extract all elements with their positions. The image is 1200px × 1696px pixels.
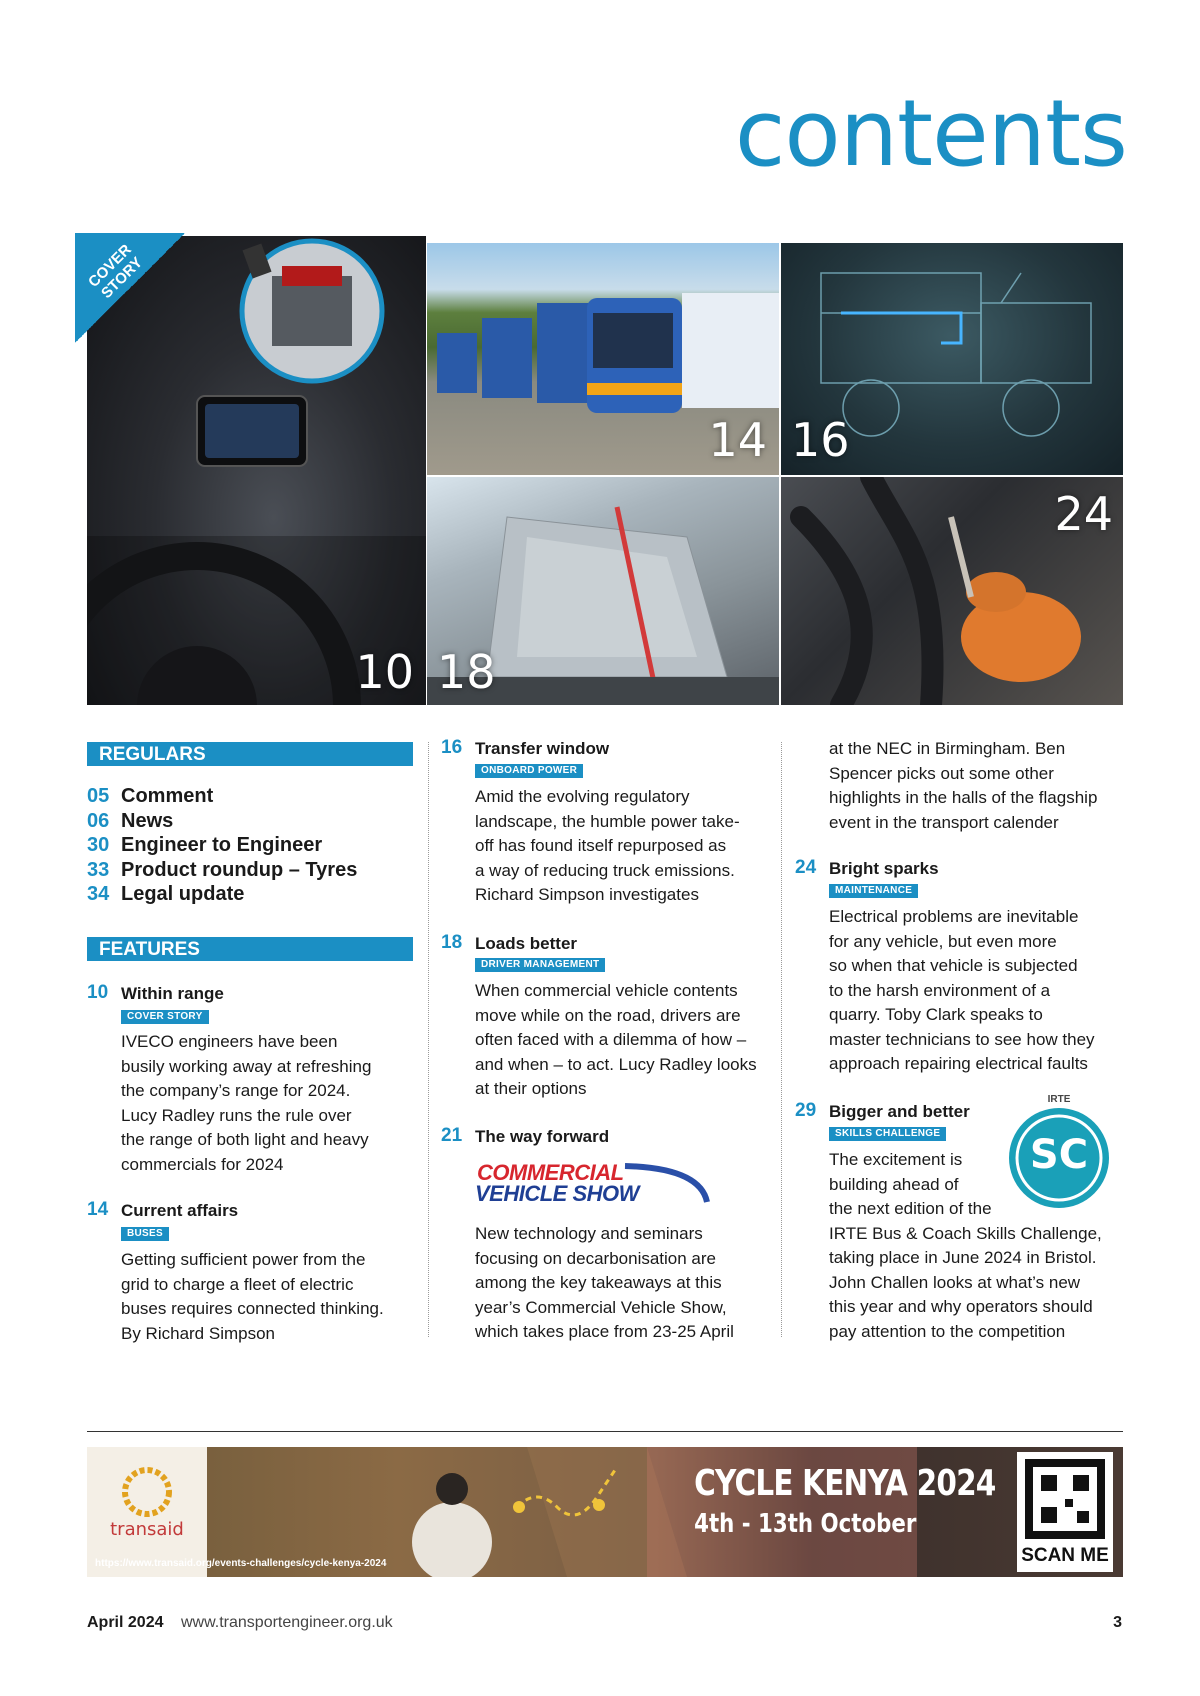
summary-line: often faced with a dilemma of how –	[475, 1030, 747, 1049]
feature-page-num: 21	[441, 1125, 463, 1146]
summary-line: pay attention to the competition	[829, 1321, 1066, 1341]
summary-line: Electrical problems are inevitable	[829, 907, 1079, 926]
summary-line: The excitement is	[829, 1150, 963, 1169]
regular-title: Engineer to Engineer	[121, 834, 323, 856]
feature-title[interactable]: Transfer window	[475, 739, 610, 758]
cv-show-logo	[475, 1160, 715, 1210]
summary-line: the company’s range for 2024.	[121, 1081, 351, 1100]
cycle-kenya-banner[interactable]	[87, 1447, 1123, 1577]
summary-line: this year and why operators should	[829, 1297, 1093, 1316]
feature-page-num: 18	[441, 932, 463, 953]
summary-line: which takes place from 23-25 April	[475, 1322, 734, 1341]
footer-date: April 2024	[87, 1614, 164, 1631]
photo-page-number: 14	[708, 413, 767, 467]
summary-line: among the key takeaways at this	[475, 1273, 722, 1292]
feature-summary	[121, 1248, 384, 1346]
feature-title[interactable]: Bright sparks	[829, 859, 939, 878]
summary-line: at their options	[475, 1079, 587, 1098]
feature-summary	[829, 905, 1095, 1077]
feature-title[interactable]: Loads better	[475, 934, 578, 953]
regular-page-num: 30	[87, 834, 110, 856]
feature-summary-continued	[829, 737, 1097, 835]
feature-title[interactable]: The way forward	[475, 1127, 610, 1146]
summary-line: IVECO engineers have been	[121, 1032, 338, 1051]
summary-line: highlights in the halls of the flagship	[829, 788, 1098, 807]
photo-page-number: 24	[1054, 487, 1113, 541]
photo-page-number: 18	[437, 645, 496, 699]
regular-page-num: 05	[87, 785, 110, 807]
feature-page-num: 14	[87, 1199, 109, 1220]
summary-line: By Richard Simpson	[121, 1323, 276, 1343]
cv-show-logo-line2: VEHICLE SHOW	[475, 1181, 639, 1206]
column-divider	[428, 742, 429, 1337]
banner-headline: CYCLE KENYA 2024	[694, 1463, 996, 1504]
summary-line: so when that vehicle is subjected	[829, 956, 1078, 975]
photo-truck-load	[427, 477, 779, 705]
regular-title: Product roundup – Tyres	[121, 858, 358, 881]
feature-summary	[829, 1148, 1102, 1344]
feature-summary	[121, 1030, 371, 1177]
feature-title[interactable]: Within range	[121, 984, 224, 1003]
summary-line: the next edition of the	[829, 1199, 992, 1218]
footer-site[interactable]: www.transportengineer.org.uk	[181, 1614, 393, 1631]
summary-line: the range of both light and heavy	[121, 1130, 369, 1149]
summary-line: landscape, the humble power take-	[475, 811, 740, 831]
regular-title: Comment	[121, 785, 214, 807]
cover-story-label: COVER STORY	[85, 241, 146, 303]
summary-line: approach repairing electrical faults	[829, 1054, 1088, 1073]
summary-line: master technicians to see how they	[829, 1029, 1095, 1049]
summary-line: building ahead of	[829, 1174, 959, 1194]
photo-page-number: 16	[791, 413, 850, 467]
sc-logo-text: SC	[1029, 1132, 1089, 1178]
feature-tag: COVER STORY	[121, 1010, 209, 1024]
feature-tag: MAINTENANCE	[829, 884, 918, 898]
feature-page-num: 29	[795, 1100, 817, 1121]
regular-item[interactable]	[87, 784, 357, 809]
feature-summary	[475, 785, 740, 908]
banner-divider	[87, 1431, 1123, 1432]
summary-line: quarry. Toby Clark speaks to	[829, 1005, 1043, 1024]
summary-line: IRTE Bus & Coach Skills Challenge,	[829, 1223, 1102, 1243]
summary-line: Lucy Radley runs the rule over	[121, 1105, 352, 1125]
summary-line: event in the transport calender	[829, 812, 1059, 832]
qr-scan-label: SCAN ME	[1021, 1545, 1109, 1566]
cover-story-tag	[75, 233, 185, 343]
photo-buses	[427, 243, 779, 475]
photo-wiring	[781, 477, 1123, 705]
summary-line: commercials for 2024	[121, 1154, 284, 1174]
feature-page-num: 24	[795, 857, 817, 878]
regular-page-num: 34	[87, 883, 110, 905]
feature-summary	[475, 1222, 734, 1345]
feature-title[interactable]: Bigger and better	[829, 1102, 970, 1121]
photo-page-number: 10	[355, 645, 414, 699]
summary-line: at the NEC in Birmingham. Ben	[829, 739, 1066, 758]
regular-title: News	[121, 809, 174, 832]
transaid-logo-text: transaid	[110, 1519, 184, 1540]
regular-item[interactable]	[87, 858, 357, 883]
feature-page-num: 10	[87, 982, 109, 1003]
irte-logo-text: IRTE	[1047, 1094, 1071, 1105]
column-divider	[781, 742, 782, 1337]
summary-line: New technology and seminars	[475, 1224, 703, 1243]
regular-item[interactable]	[87, 833, 357, 858]
summary-line: for any vehicle, but even more	[829, 931, 1057, 951]
summary-line: to the harsh environment of a	[829, 980, 1051, 1000]
footer-page-number: 3	[1113, 1614, 1122, 1631]
summary-line: John Challen looks at what’s new	[829, 1272, 1081, 1292]
summary-line: a way of reducing truck emissions.	[475, 860, 735, 880]
feature-tag: SKILLS CHALLENGE	[829, 1127, 946, 1141]
feature-page-num: 16	[441, 737, 463, 758]
regular-page-num: 33	[87, 858, 110, 881]
summary-line: Amid the evolving regulatory	[475, 787, 690, 806]
regular-title: Legal update	[121, 883, 245, 905]
summary-line: Richard Simpson investigates	[475, 885, 699, 904]
summary-line: grid to charge a fleet of electric	[121, 1274, 354, 1294]
photo-fire-truck	[781, 243, 1123, 475]
summary-line: move while on the road, drivers are	[475, 1005, 741, 1025]
feature-tag: ONBOARD POWER	[475, 764, 583, 778]
regulars-heading: REGULARS	[87, 742, 413, 766]
page-title: contents	[734, 80, 1127, 187]
feature-summary	[475, 979, 757, 1102]
regular-page-num: 06	[87, 809, 110, 832]
feature-tag: DRIVER MANAGEMENT	[475, 958, 605, 972]
cv-show-logo-line1: COMMERCIAL	[477, 1160, 624, 1185]
summary-line: taking place in June 2024 in Bristol.	[829, 1248, 1097, 1267]
summary-line: busily working away at refreshing	[121, 1056, 372, 1076]
regular-item[interactable]	[87, 809, 357, 834]
banner-url[interactable]: https://www.transaid.org/events-challenges/cycle-kenya-2024	[95, 1558, 387, 1569]
summary-line: focusing on decarbonisation are	[475, 1248, 716, 1268]
summary-line: Getting sufficient power from the	[121, 1250, 366, 1269]
summary-line: year’s Commercial Vehicle Show,	[475, 1297, 727, 1317]
summary-line: When commercial vehicle contents	[475, 981, 738, 1000]
regular-item[interactable]	[87, 882, 357, 907]
summary-line: off has found itself repurposed as	[475, 836, 727, 855]
summary-line: buses requires connected thinking.	[121, 1299, 384, 1318]
summary-line: Spencer picks out some other	[829, 763, 1054, 783]
feature-title[interactable]: Current affairs	[121, 1201, 239, 1220]
regulars-list	[87, 784, 357, 907]
feature-tag: BUSES	[121, 1227, 169, 1241]
summary-line: and when – to act. Lucy Radley looks	[475, 1054, 757, 1074]
banner-dates: 4th - 13th October	[694, 1509, 917, 1539]
features-heading: FEATURES	[87, 937, 413, 961]
